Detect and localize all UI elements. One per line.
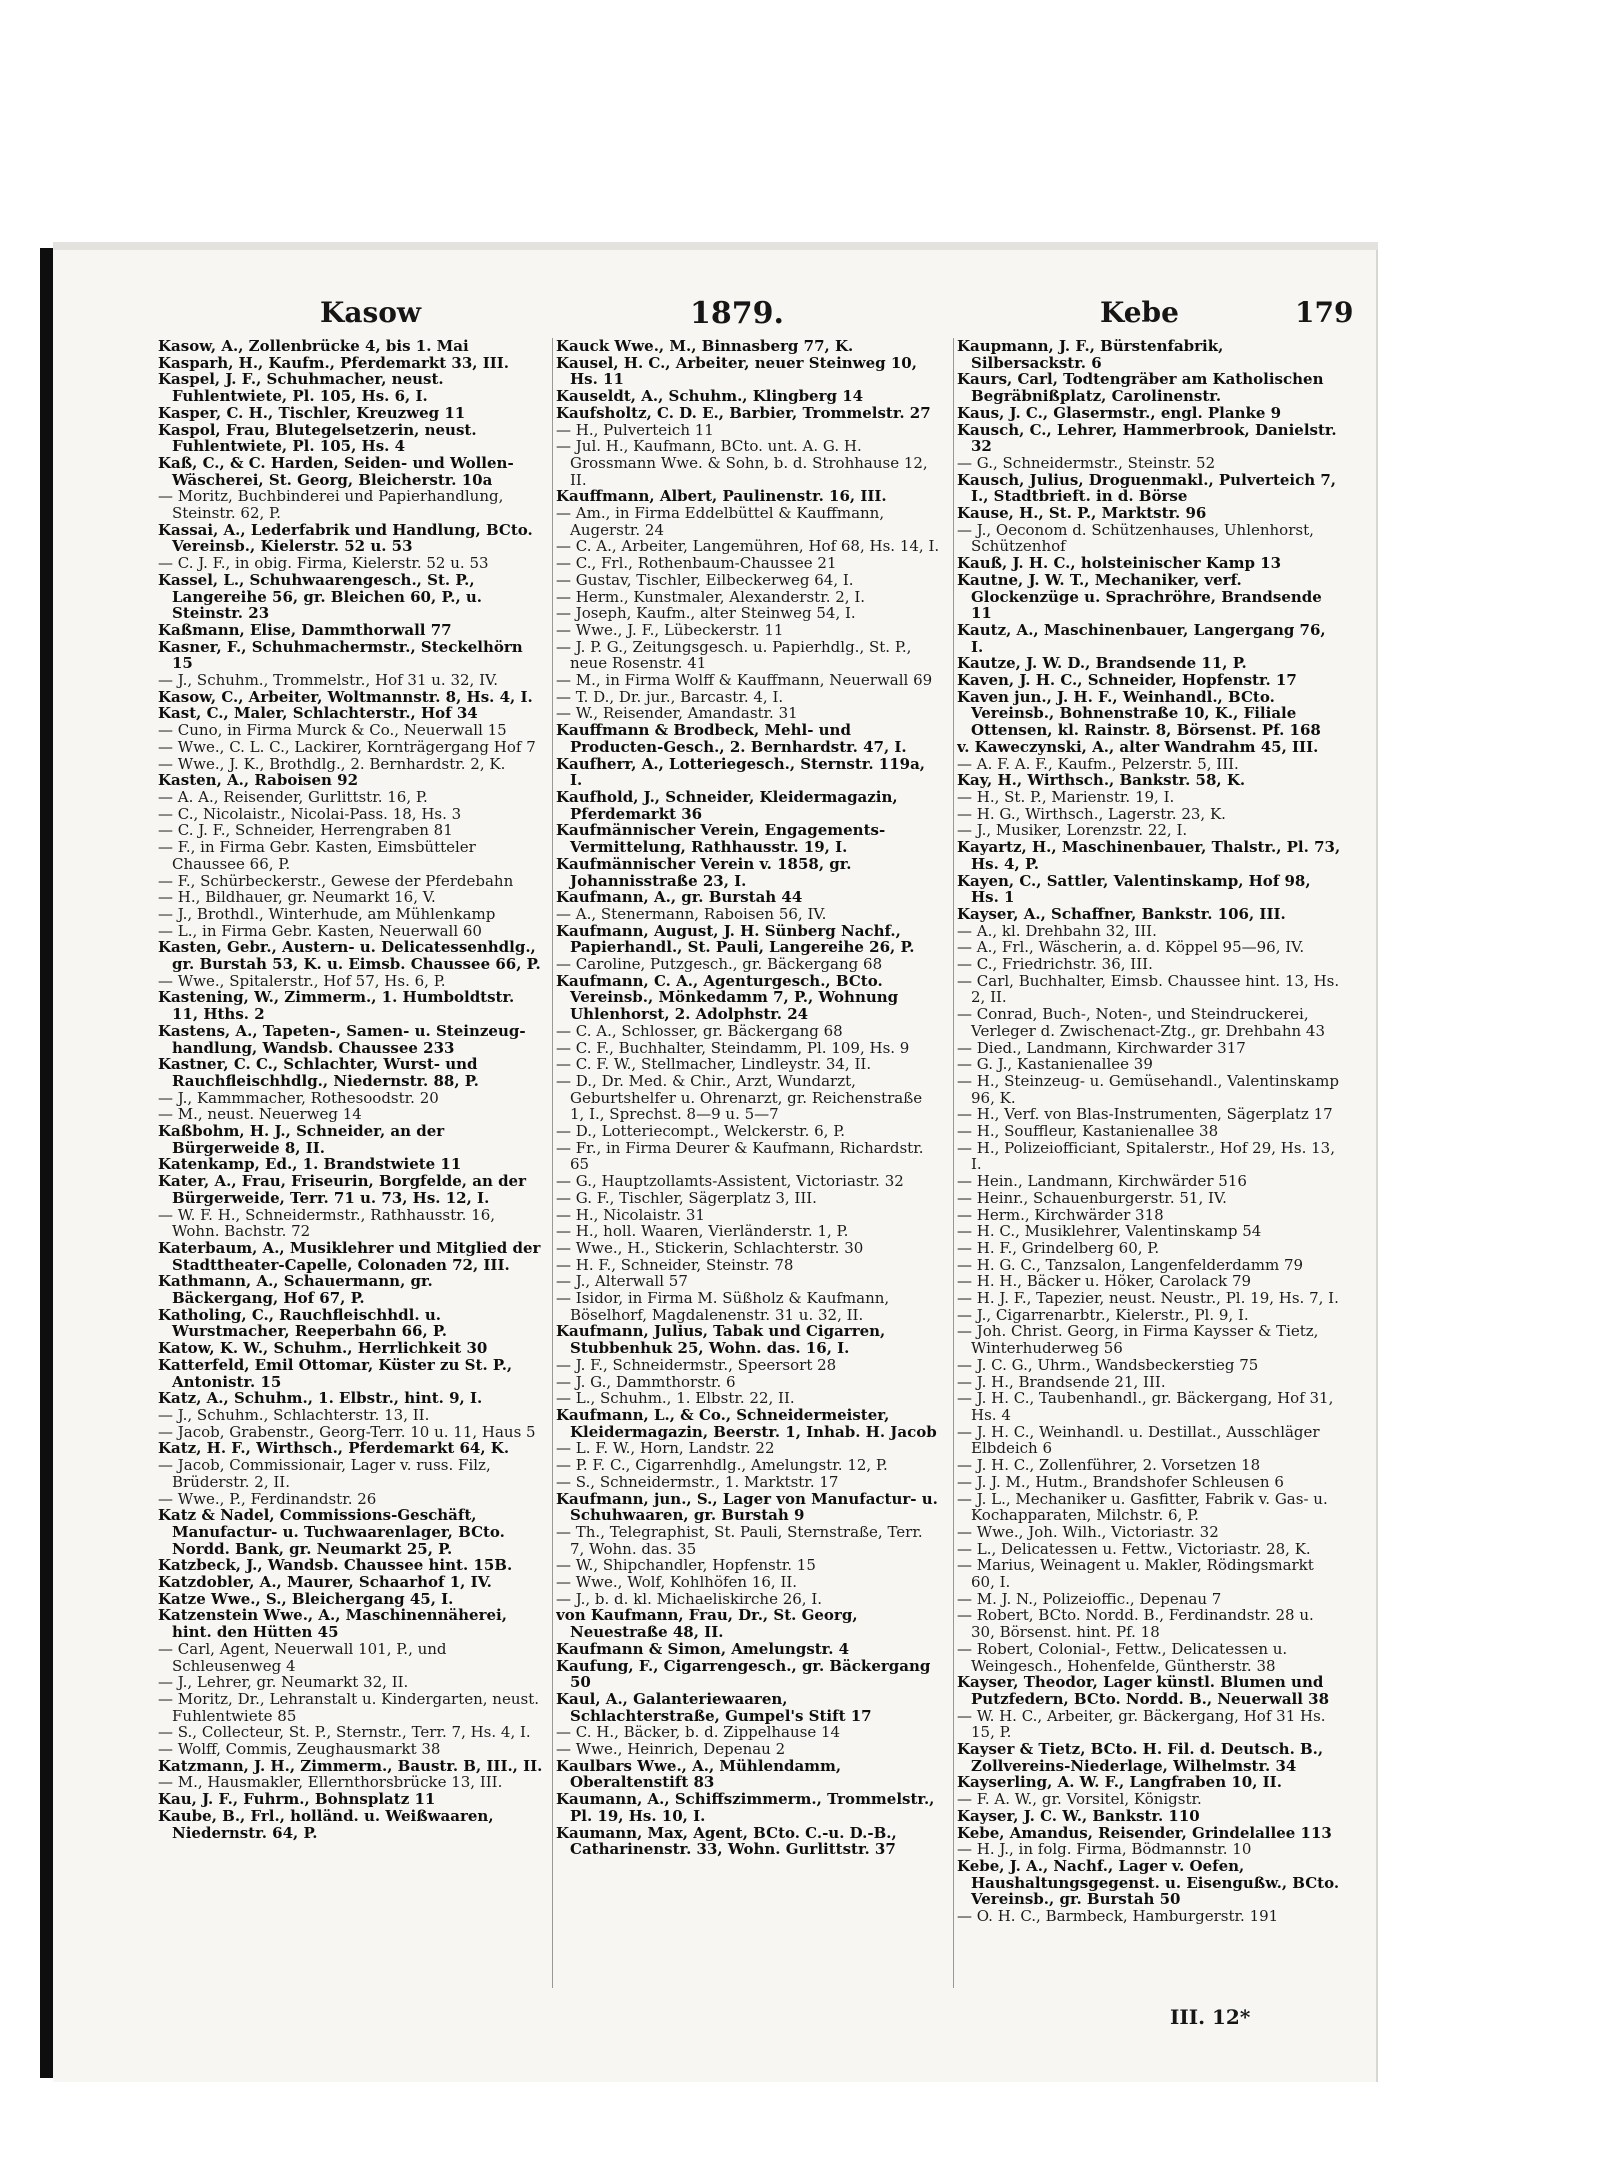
directory-entry: Kaufung, F., Cigarrengesch., gr. Bäckergang 50 [556,1657,931,1691]
directory-entry: — D., Dr. Med. & Chir., Arzt, Wundarzt, Geburtshelfer u. Ohrenarzt, gr. Reichenstraße 1, I., Sprechst. 8—9 u. 5—7 [556,1072,923,1124]
directory-entry: — J. J. M., Hutm., Brandshofer Schleusen 6 [957,1473,1284,1491]
directory-entry: Kassel, L., Schuhwaarengesch., St. P., Langereihe 56, gr. Bleichen 60, P., u. Steinstr. 23 [158,571,483,622]
directory-entry: — J., Lehrer, gr. Neumarkt 32, II. [158,1674,409,1691]
directory-entry: Katz & Nadel, Commissions-Geschäft, Manufactur- u. Tuchwaarenlager, BCto. Nordd. Bank, gr. Neumarkt 25, P. [158,1507,505,1558]
directory-entry: Kaulbars Wwe., A., Mühlendamm, Oberaltenstift 83 [556,1757,842,1792]
directory-entry: Kayserling, A. W. F., Langfraben 10, II. [957,1774,1282,1792]
directory-column-1 [158,338,543,2038]
directory-entry: Kayser, A., Schaffner, Bankstr. 106, III. [957,905,1286,923]
directory-entry: — H., Souffleur, Kastanienallee 38 [957,1123,1219,1140]
directory-entry: Katze Wwe., S., Bleichergang 45, I. [158,1590,454,1608]
directory-entry: — H., Steinzeug- u. Gemüsehandl., Valentinskamp 96, K. [957,1072,1339,1107]
directory-entry: — W., Reisender, Amandastr. 31 [556,705,798,723]
directory-entry: Kaufmann, August, J. H. Sünberg Nachf., Papierhandl., St. Pauli, Langereihe 26, P. [556,922,915,957]
directory-entry: Kaufmann, A., gr. Burstah 44 [556,889,803,906]
directory-entry: Kaufsholtz, C. D. E., Barbier, Trommelstr. 27 [556,404,931,422]
directory-entry: — W. H. C., Arbeiter, gr. Bäckergang, Hof 31 Hs. 15, P. [957,1707,1326,1742]
directory-entry: — C. J. F., Schneider, Herrengraben 81 [158,822,453,840]
directory-entry: Kaurs, Carl, Todtengräber am Katholischen Begräbnißplatz, Carolinenstr. [957,371,1324,405]
directory-entry: — J. P. G., Zeitungsgesch. u. Papierhdlg., St. P., neue Rosenstr. 41 [556,638,912,673]
directory-entry: Kasten, A., Raboisen 92 [158,772,359,789]
page-header [150,296,1354,336]
directory-entry: — J., Brothdl., Winterhude, am Mühlenkamp [158,905,496,923]
directory-entry: — Died., Landmann, Kirchwarder 317 [957,1039,1246,1057]
directory-entry: — Joh. Christ. Georg, in Firma Kaysser & Tietz, Winterhuderweg 56 [957,1323,1319,1357]
directory-entry: — A., Frl., Wäscherin, a. d. Köppel 95—96, IV. [957,939,1305,957]
directory-entry: Kausch, C., Lehrer, Hammerbrook, Danielstr. 32 [957,421,1337,455]
directory-entry: Kasow, A., Zollenbrücke 4, bis 1. Mai [158,338,469,355]
directory-entry: — Wwe., J. F., Lübeckerstr. 11 [556,621,784,639]
header-year: 1879. [690,296,784,331]
directory-entry: — H. G. C., Tanzsalon, Langenfelderdamm 79 [957,1256,1304,1274]
directory-entry: Kastner, C. C., Schlachter, Wurst- und Rauchfleischhdlg., Niedernstr. 88, P. [158,1056,479,1090]
directory-column-3 [957,338,1342,2038]
directory-entry: Kaus, J. C., Glasermstr., engl. Planke 9 [957,404,1282,422]
directory-entry: — C., Frl., Rothenbaum-Chaussee 21 [556,555,837,572]
directory-entry: — H., Nicolaistr. 31 [556,1206,705,1224]
directory-entry: — G. J., Kastanienallee 39 [957,1056,1153,1073]
directory-entry: Kaufmann, jun., S., Lager von Manufactur- u. Schuhwaaren, gr. Burstah 9 [556,1490,938,1524]
directory-entry: — C. A., Schlosser, gr. Bäckergang 68 [556,1022,843,1040]
directory-entry: Kaß, C., & C. Harden, Seiden- und Wollen-Wäscherei, St. Georg, Bleicherstr. 10a [158,454,514,489]
directory-entry: — H. H., Bäcker u. Höker, Carolack 79 [957,1273,1252,1291]
directory-entry: — J. G., Dammthorstr. 6 [556,1373,736,1391]
directory-entry: — J. H. C., Weinhandl. u. Destillat., Ausschläger Elbdeich 6 [957,1423,1320,1458]
directory-entry: Kay, H., Wirthsch., Bankstr. 58, K. [957,772,1246,789]
directory-entry: Katholing, C., Rauchfleischhdl. u. Wurstmacher, Reeperbahn 66, P. [158,1306,447,1341]
directory-entry: — Joseph, Kaufm., alter Steinweg 54, I. [556,605,856,622]
directory-entry: — J., b. d. kl. Michaeliskirche 26, I. [556,1590,823,1608]
directory-entry: — H. F., Schneider, Steinstr. 78 [556,1256,794,1274]
directory-entry: Kayser, J. C. W., Bankstr. 110 [957,1807,1200,1825]
directory-entry: Kausel, H. C., Arbeiter, neuer Steinweg 10, Hs. 11 [556,354,917,389]
directory-entry: Kaupmann, J. F., Bürstenfabrik, Silbersackstr. 6 [957,338,1224,372]
directory-entry: — Am., in Firma Eddelbüttel & Kauffmann, Augerstr. 24 [556,505,885,539]
directory-entry: Kaufmännischer Verein v. 1858, gr. Johannisstraße 23, I. [556,855,852,890]
directory-entry: — Wwe., J. K., Brothdlg., 2. Bernhardstr. 2, K. [158,755,506,773]
directory-entry: — H. C., Musiklehrer, Valentinskamp 54 [957,1223,1262,1240]
directory-entry: — C. J. F., in obig. Firma, Kielerstr. 52 u. 53 [158,555,489,572]
directory-entry: — C. F. W., Stellmacher, Lindleystr. 34, II. [556,1056,872,1073]
directory-entry: — F., Schürbeckerstr., Gewese der Pferdebahn [158,872,514,890]
directory-entry: — J., Alterwall 57 [556,1273,688,1291]
directory-entry: Kause, H., St. P., Marktstr. 96 [957,505,1207,522]
directory-entry: — J., Schuhm., Trommelstr., Hof 31 u. 32, IV. [158,672,498,689]
directory-entry: Kaufmann & Simon, Amelungstr. 4 [556,1640,850,1658]
directory-entry: — Wolff, Commis, Zeughausmarkt 38 [158,1741,441,1758]
directory-entry: — L. F. W., Horn, Landstr. 22 [556,1440,775,1458]
directory-entry: — W., Shipchandler, Hopfenstr. 15 [556,1557,816,1575]
directory-entry: — H. J. F., Tapezier, neust. Neustr., Pl. 19, Hs. 7, I. [957,1290,1339,1307]
directory-entry: — Herm., Kunstmaler, Alexanderstr. 2, I. [556,588,866,606]
directory-entry: — A. A., Reisender, Gurlittstr. 16, P. [158,788,428,806]
page-top-edge [53,242,1378,250]
directory-entry: — J., Schuhm., Schlachterstr. 13, II. [158,1407,430,1424]
directory-entry: Kastens, A., Tapeten-, Samen- u. Steinzeug-handlung, Wandsb. Chaussee 233 [158,1022,526,1057]
page-number: 179 [1295,296,1354,329]
directory-entry: — J., Kammmacher, Rothesoodstr. 20 [158,1089,439,1107]
directory-entry: Kaufhold, J., Schneider, Kleidermagazin, Pferdemarkt 36 [556,788,898,823]
directory-entry: Kaspol, Frau, Blutegelsetzerin, neust. Fuhlentwiete, Pl. 105, Hs. 4 [158,421,477,455]
directory-entry: Kebe, J. A., Nachf., Lager v. Oefen, Haushaltungsgegenst. u. Eisengußw., BCto. Vereinsb., gr. Burstah 50 [957,1857,1340,1909]
directory-entry: Kayser & Tietz, BCto. H. Fil. d. Deutsch. B., Zollvereins-Niederlage, Wilhelmstr. 34 [957,1741,1324,1775]
directory-entry: Kautne, J. W. T., Mechaniker, verf. Glockenzüge u. Sprachröhre, Brandsende 11 [957,571,1322,622]
directory-entry: — H., holl. Waaren, Vierländerstr. 1, P. [556,1223,849,1240]
directory-entry: Katerbaum, A., Musiklehrer und Mitglied der Stadttheater-Capelle, Colonaden 72, III. [158,1239,541,1274]
directory-entry: — Moritz, Buchbinderei und Papierhandlung, Steinstr. 62, P. [158,488,504,522]
directory-entry: — T. D., Dr. jur., Barcastr. 4, I. [556,688,784,706]
directory-entry: — F., in Firma Gebr. Kasten, Eimsbütteler Chaussee 66, P. [158,839,476,873]
directory-entry: — Th., Telegraphist, St. Pauli, Sternstraße, Terr. 7, Wohn. das. 35 [556,1523,923,1558]
directory-entry: — O. H. C., Barmbeck, Hamburgerstr. 191 [957,1908,1279,1925]
directory-entry: Katzdobler, A., Maurer, Schaarhof 1, IV. [158,1574,492,1591]
directory-entry: — C. H., Bäcker, b. d. Zippelhause 14 [556,1724,841,1742]
directory-entry: Kauseldt, A., Schuhm., Klingberg 14 [556,388,864,405]
directory-entry: — Wwe., C. L. C., Lackirer, Kornträgergang Hof 7 [158,738,536,756]
directory-entry: Katz, A., Schuhm., 1. Elbstr., hint. 9, I. [158,1390,483,1407]
signature-mark: III. 12* [1170,2005,1251,2029]
directory-entry: — F. A. W., gr. Vorsitel, Königstr. [957,1791,1202,1808]
directory-entry: — J. L., Mechaniker u. Gasfitter, Fabrik v. Gas- u. Kochapparaten, Milchstr. 6, P. [957,1490,1328,1524]
directory-entry: Kasten, Gebr., Austern- u. Delicatessenhdlg., gr. Burstah 53, K. u. Eimsb. Chaussee 66, P. [158,939,541,973]
directory-entry: — J. C. G., Uhrm., Wandsbeckerstieg 75 [957,1356,1259,1374]
directory-entry: Katenkamp, Ed., 1. Brandstwiete 11 [158,1156,462,1174]
directory-entry: — J., Cigarrenarbtr., Kielerstr., Pl. 9, I. [957,1306,1249,1324]
directory-entry: — W. F. H., Schneidermstr., Rathhausstr. 16, Wohn. Bachstr. 72 [158,1206,496,1240]
directory-entry: Kater, A., Frau, Friseurin, Borgfelde, an der Bürgerweide, Terr. 71 u. 73, Hs. 12, I. [158,1173,527,1207]
directory-entry: — Jul. H., Kaufmann, BCto. unt. A. G. H. Grossmann Wwe. & Sohn, b. d. Strohhause 12, II. [556,438,928,489]
directory-entry: Katzenstein Wwe., A., Maschinennäherei, hint. den Hütten 45 [158,1607,507,1641]
directory-entry: — Robert, Colonial-, Fettw., Delicatessen u. Weingesch., Hohenfelde, Güntherstr. 38 [957,1640,1288,1675]
directory-entry: Kau, J. F., Fuhrm., Bohnsplatz 11 [158,1791,436,1808]
directory-entry: Kaven jun., J. H. F., Weinhandl., BCto. Vereinsb., Bohnenstraße 10, K., Filiale Ottensen, kl. Rainstr. 8, Börsenst. Pf. 168 [957,688,1321,739]
directory-entry: Kaumann, A., Schiffszimmerm., Trommelstr., Pl. 19, Hs. 10, I. [556,1791,935,1825]
directory-entry: Kaufmann, C. A., Agenturgesch., BCto. Vereinsb., Mönkedamm 7, P., Wohnung Uhlenhorst, 2. Adolphstr. 24 [556,972,899,1023]
directory-entry: Kaul, A., Galanteriewaaren, Schlachterstraße, Gumpel's Stift 17 [556,1690,872,1725]
directory-entry: — G., Schneidermstr., Steinstr. 52 [957,454,1216,472]
directory-entry: Kaßbohm, H. J., Schneider, an der Bürgerweide 8, II. [158,1123,445,1157]
directory-entry: — L., Schuhm., 1. Elbstr. 22, II. [556,1390,795,1407]
directory-entry: — L., in Firma Gebr. Kasten, Neuerwall 60 [158,922,482,940]
directory-entry: — C., Friedrichstr. 36, III. [957,956,1153,973]
directory-entry: Kaßmann, Elise, Dammthorwall 77 [158,621,452,639]
directory-entry: — Conrad, Buch-, Noten-, und Steindruckerei, Verleger d. Zwischenact-Ztg., gr. Drehbahn 43 [957,1006,1326,1040]
directory-entry: Kasner, F., Schuhmachermstr., Steckelhörn 15 [158,638,523,673]
directory-entry: von Kaufmann, Frau, Dr., St. Georg, Neuestraße 48, II. [556,1607,858,1641]
directory-entry: — Marius, Weinagent u. Makler, Rödingsmarkt 60, I. [957,1557,1314,1591]
directory-entry: — Jacob, Grabenstr., Georg-Terr. 10 u. 11, Haus 5 [158,1423,536,1441]
directory-entry: — Wwe., Joh. Wilh., Victoriastr. 32 [957,1523,1219,1541]
directory-entry: — G., Hauptzollamts-Assistent, Victoriastr. 32 [556,1173,904,1190]
directory-entry: Kayser, Theodor, Lager künstl. Blumen und Putzfedern, BCto. Nordd. B., Neuerwall 38 [957,1674,1330,1708]
directory-entry: — Caroline, Putzgesch., gr. Bäckergang 68 [556,956,883,973]
directory-entry: Kauffmann & Brodbeck, Mehl- und Producten-Gesch., 2. Bernhardstr. 47, I. [556,722,907,756]
directory-entry: Kaspel, J. F., Schuhmacher, neust. Fuhlentwiete, Pl. 105, Hs. 6, I. [158,371,444,405]
directory-entry: — M., Hausmakler, Ellernthorsbrücke 13, III. [158,1774,503,1792]
directory-entry: Kautze, J. W. D., Brandsende 11, P. [957,655,1247,673]
directory-entry: — H., Bildhauer, gr. Neumarkt 16, V. [158,889,436,906]
directory-entry: Kautz, A., Maschinenbauer, Langergang 76, I. [957,621,1326,656]
directory-entry: — S., Schneidermstr., 1. Marktstr. 17 [556,1473,839,1491]
directory-entry: — Heinr., Schauenburgerstr. 51, IV. [957,1189,1227,1207]
directory-entry: Katzbeck, J., Wandsb. Chaussee hint. 15B. [158,1557,513,1575]
directory-entry: Kausch, Julius, Droguenmakl., Pulverteich 7, I., Stadtbrieft. in d. Börse [957,471,1337,506]
directory-entry: — A. F. A. F., Kaufm., Pelzerstr. 5, III. [957,755,1239,773]
directory-entry: — Wwe., P., Ferdinandstr. 26 [158,1490,377,1508]
directory-entry: — J. H. C., Taubenhandl., gr. Bäckergang, Hof 31, Hs. 4 [957,1390,1334,1424]
directory-entry: — M., in Firma Wolff & Kauffmann, Neuerwall 69 [556,672,933,689]
directory-entry: Kasparh, H., Kaufm., Pferdemarkt 33, III. [158,354,509,372]
directory-entry: Kauck Wwe., M., Binnasberg 77, K. [556,338,854,355]
directory-entry: Kasow, C., Arbeiter, Woltmannstr. 8, Hs. 4, I. [158,688,533,706]
directory-entry: Kayen, C., Sattler, Valentinskamp, Hof 98, Hs. 1 [957,872,1311,906]
directory-entry: — J. H. C., Zollenführer, 2. Vorsetzen 18 [957,1457,1261,1474]
directory-entry: Kaufherr, A., Lotteriegesch., Sternstr. 119a, I. [556,755,926,789]
directory-entry: — Hein., Landmann, Kirchwärder 516 [957,1173,1247,1190]
directory-entry: Kaufmann, L., & Co., Schneidermeister, Kleidermagazin, Beerstr. 1, Inhab. H. Jacob [556,1407,937,1441]
directory-entry: — L., Delicatessen u. Fettw., Victoriastr. 28, K. [957,1540,1311,1558]
directory-entry: — D., Lotteriecompt., Welckerstr. 6, P. [556,1123,846,1140]
directory-entry: — Gustav, Tischler, Eilbeckerweg 64, I. [556,571,854,589]
directory-entry: — H., Pulverteich 11 [556,421,714,439]
directory-entry: Kast, C., Maler, Schlachterstr., Hof 34 [158,705,478,723]
directory-entry: — Wwe., Spitalerstr., Hof 57, Hs. 6, P. [158,972,446,990]
directory-entry: Kaufmännischer Verein, Engagements-Vermittelung, Rathhausstr. 19, I. [556,822,886,856]
header-right-keyword: Kebe [1100,296,1179,329]
directory-entry: — Wwe., Heinrich, Depenau 2 [556,1741,786,1758]
column-rule-2 [953,338,954,1988]
directory-entry: — J. H., Brandsende 21, III. [957,1373,1166,1391]
directory-entry: Kaube, B., Frl., holländ. u. Weißwaaren, Niedernstr. 64, P. [158,1807,494,1842]
directory-entry: v. Kaweczynski, A., alter Wandrahm 45, III. [957,738,1319,756]
directory-entry: — Jacob, Commissionair, Lager v. russ. Filz, Brüderstr. 2, II. [158,1457,491,1491]
directory-entry: — J., Musiker, Lorenzstr. 22, I. [957,822,1188,840]
directory-entry: Kastening, W., Zimmerm., 1. Humboldtstr. 11, Hths. 2 [158,989,515,1023]
directory-entry: — Fr., in Firma Deurer & Kaufmann, Richardstr. 65 [556,1139,924,1174]
directory-entry: Kebe, Amandus, Reisender, Grindelallee 113 [957,1824,1332,1842]
directory-entry: — H., St. P., Marienstr. 19, I. [957,788,1175,806]
directory-entry: — Moritz, Dr., Lehranstalt u. Kindergarten, neust. Fuhlentwiete 85 [158,1690,539,1725]
directory-entry: Katz, H. F., Wirthsch., Pferdemarkt 64, K. [158,1440,510,1458]
directory-entry: — Carl, Buchhalter, Eimsb. Chaussee hint. 13, Hs. 2, II. [957,972,1340,1007]
directory-entry: Kauß, J. H. C., holsteinischer Kamp 13 [957,555,1282,572]
directory-entry: Kasper, C. H., Tischler, Kreuzweg 11 [158,404,466,422]
directory-entry: — P. F. C., Cigarrenhdlg., Amelungstr. 12, P. [556,1457,888,1474]
directory-entry: — G. F., Tischler, Sägerplatz 3, III. [556,1189,817,1207]
directory-entry: Kaufmann, Julius, Tabak und Cigarren, Stubbenhuk 25, Wohn. das. 16, I. [556,1323,886,1357]
directory-entry: — Cuno, in Firma Murck & Co., Neuerwall 15 [158,722,507,739]
directory-entry: Kassai, A., Lederfabrik und Handlung, BCto. Vereinsb., Kielerstr. 52 u. 53 [158,521,533,556]
directory-entry: Katzmann, J. H., Zimmerm., Baustr. B, III., II. [158,1757,543,1775]
directory-entry: — Isidor, in Firma M. Süßholz & Kaufmann, Böselhorf, Magdalenenstr. 31 u. 32, II. [556,1290,890,1324]
directory-entry: — Carl, Agent, Neuerwall 101, P., und Schleusenweg 4 [158,1640,447,1675]
column-rule-1 [552,338,553,1988]
book-spine-edge [40,248,53,2078]
directory-entry: — H. G., Wirthsch., Lagerstr. 23, K. [957,805,1226,823]
directory-entry: — A., kl. Drehbahn 32, III. [957,922,1157,940]
directory-column-2 [556,338,941,2038]
directory-entry: Kaven, J. H. C., Schneider, Hopfenstr. 17 [957,672,1297,689]
directory-entry: — M. J. N., Polizeioffic., Depenau 7 [957,1590,1222,1608]
directory-entry: — J., Oeconom d. Schützenhauses, Uhlenhorst, Schützenhof [957,521,1314,556]
directory-entry: — C. F., Buchhalter, Steindamm, Pl. 109, Hs. 9 [556,1039,910,1057]
directory-entry: — H. F., Grindelberg 60, P. [957,1239,1160,1257]
directory-entry: — H., Verf. von Blas-Instrumenten, Sägerplatz 17 [957,1106,1333,1124]
directory-entry: — Wwe., H., Stickerin, Schlachterstr. 30 [556,1239,864,1257]
directory-entry: Kaumann, Max, Agent, BCto. C.-u. D.-B., Catharinenstr. 33, Wohn. Gurlittstr. 37 [556,1824,897,1858]
directory-entry: — S., Collecteur, St. P., Sternstr., Terr. 7, Hs. 4, I. [158,1724,531,1742]
directory-entry: Katow, K. W., Schuhm., Herrlichkeit 30 [158,1340,488,1357]
directory-entry: Kayartz, H., Maschinenbauer, Thalstr., Pl. 73, Hs. 4, P. [957,839,1341,873]
directory-entry: Kauffmann, Albert, Paulinenstr. 16, III. [556,488,887,506]
directory-entry: — H. J., in folg. Firma, Bödmannstr. 10 [957,1841,1252,1858]
directory-entry: Katterfeld, Emil Ottomar, Küster zu St. P., Antonistr. 15 [158,1356,513,1391]
directory-entry: Kathmann, A., Schauermann, gr. Bäckergang, Hof 67, P. [158,1273,433,1307]
directory-entry: — C., Nicolaistr., Nicolai-Pass. 18, Hs. 3 [158,805,462,823]
directory-entry: — H., Polizeiofficiant, Spitalerstr., Hof 29, Hs. 13, I. [957,1139,1335,1174]
directory-entry: — M., neust. Neuerweg 14 [158,1106,362,1124]
directory-entry: — A., Stenermann, Raboisen 56, IV. [556,905,827,923]
directory-entry: — J. F., Schneidermstr., Speersort 28 [556,1356,837,1374]
header-left-keyword: Kasow [320,296,422,329]
directory-entry: — C. A., Arbeiter, Langemühren, Hof 68, Hs. 14, I. [556,538,940,556]
directory-entry: — Herm., Kirchwärder 318 [957,1206,1164,1224]
directory-entry: — Wwe., Wolf, Kohlhöfen 16, II. [556,1574,798,1591]
directory-entry: — Robert, BCto. Nordd. B., Ferdinandstr. 28 u. 30, Börsenst. hint. Pf. 18 [957,1607,1314,1641]
